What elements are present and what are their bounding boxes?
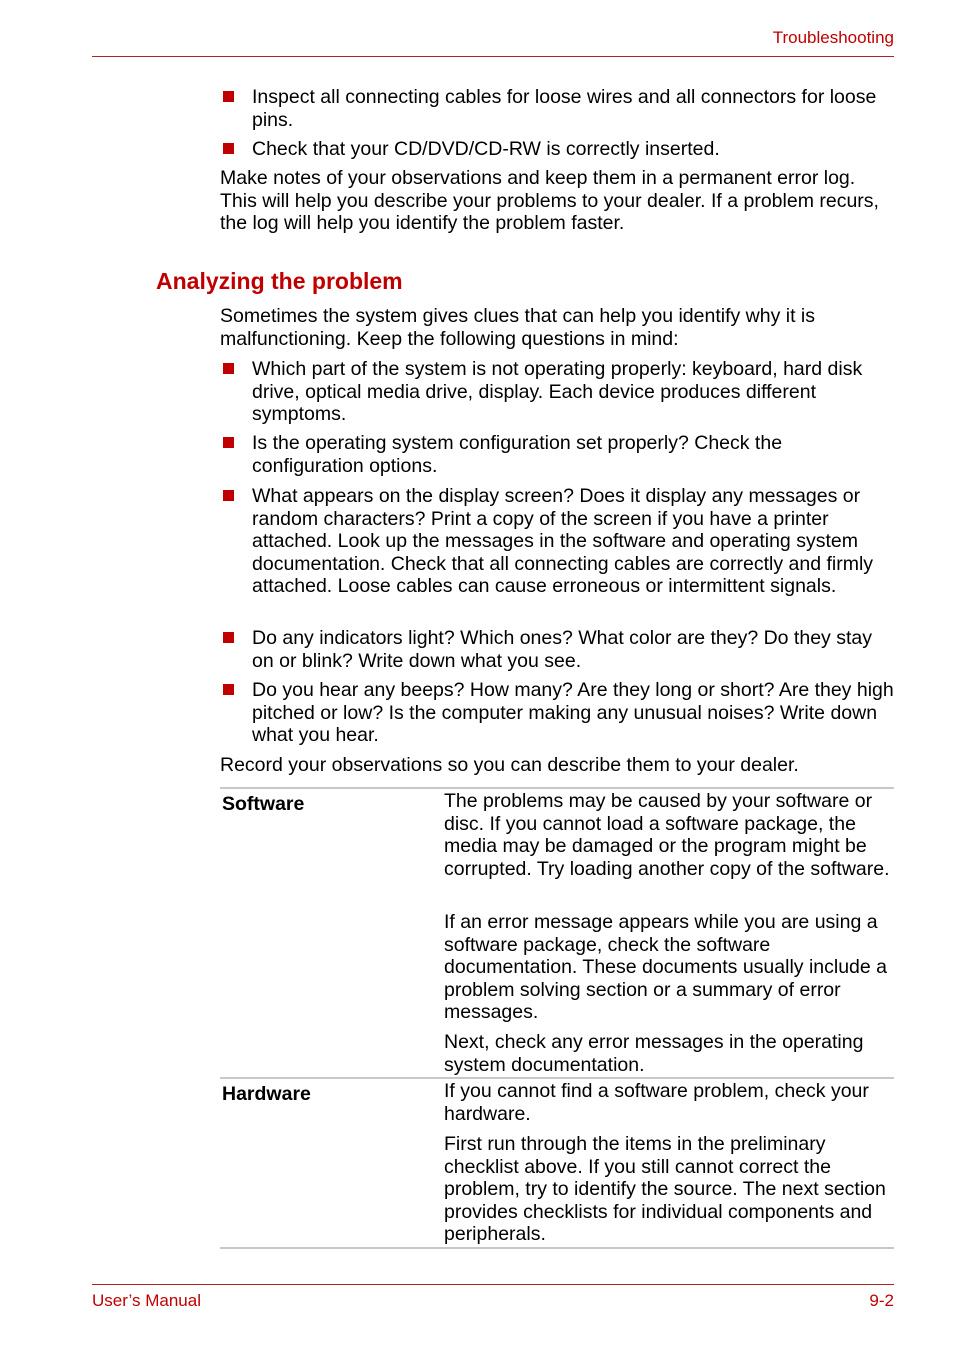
footer-rule <box>92 1284 894 1285</box>
list-item <box>220 432 894 477</box>
table-cell-paragraph: Next, check any error messages in the operating system documentation. <box>444 1031 864 1076</box>
section-heading: Analyzing the problem <box>156 268 403 294</box>
list-item <box>220 86 894 131</box>
page-number: 9-2 <box>869 1291 894 1310</box>
bullet-square-icon <box>223 363 234 374</box>
list-item-text: Check that your CD/DVD/CD-RW is correctly inserted. <box>252 138 720 160</box>
list-item <box>220 679 894 747</box>
bullet-square-icon <box>223 91 234 102</box>
list-item <box>220 358 894 426</box>
section-closing: Record your observations so you can describe them to your dealer. <box>220 754 799 776</box>
list-item-text: Inspect all connecting cables for loose wires and all connectors for loose pins. <box>252 86 877 131</box>
table-cell-paragraph: The problems may be caused by your software or disc. If you cannot load a software package, the media may be damaged or the program might be corrupted. Try loading another copy of the software. <box>444 790 890 880</box>
table-cell-paragraph: First run through the items in the preliminary checklist above. If you still cannot correct the problem, try to identify the source. The next section provides checklists for individual components and peripherals. <box>444 1133 886 1246</box>
list-item-text: Do you hear any beeps? How many? Are they long or short? Are they high pitched or low? Is the computer making any unusual noises? Write down what you hear. <box>252 679 894 747</box>
intro-paragraph: Make notes of your observations and keep them in a permanent error log. This will help you describe your problems to your dealer. If a problem recurs, the log will help you identify the problem faster. <box>220 167 879 235</box>
list-item <box>220 627 894 672</box>
list-item-text: Is the operating system configuration set properly? Check the configuration options. <box>252 432 783 477</box>
table-rule <box>220 1247 894 1249</box>
table-rule <box>220 1077 894 1079</box>
table-row-label: Software <box>222 793 305 815</box>
bullet-square-icon <box>223 632 234 643</box>
list-item-text: Which part of the system is not operating properly: keyboard, hard disk drive, optical media drive, display. Each device produces different symptoms. <box>252 358 863 426</box>
list-item-text: What appears on the display screen? Does it display any messages or random characters? Print a copy of the screen if you have a printer attached. Look up the messages in the software and operating system documentation. Check that all connecting cables are correctly and firmly attached. Loose cables can cause erroneous or intermittent signals. <box>252 485 874 598</box>
table-rule <box>220 787 894 789</box>
table-row-label: Hardware <box>222 1083 311 1105</box>
bullet-square-icon <box>223 143 234 154</box>
bullet-square-icon <box>223 684 234 695</box>
running-header: Troubleshooting <box>772 28 894 47</box>
bullet-square-icon <box>223 490 234 501</box>
list-item <box>220 138 894 161</box>
footer-manual-title: User’s Manual <box>92 1291 201 1310</box>
table-cell-paragraph: If you cannot find a software problem, check your hardware. <box>444 1080 869 1125</box>
bullet-square-icon <box>223 437 234 448</box>
list-item-text: Do any indicators light? Which ones? What color are they? Do they stay on or blink? Write down what you see. <box>252 627 872 672</box>
header-rule <box>92 56 894 57</box>
section-intro: Sometimes the system gives clues that can help you identify why it is malfunctioning. Keep the following questions in mind: <box>220 305 816 350</box>
list-item <box>220 485 894 598</box>
table-cell-paragraph: If an error message appears while you are using a software package, check the software documentation. These documents usually include a problem solving section or a summary of error messages. <box>444 911 887 1024</box>
